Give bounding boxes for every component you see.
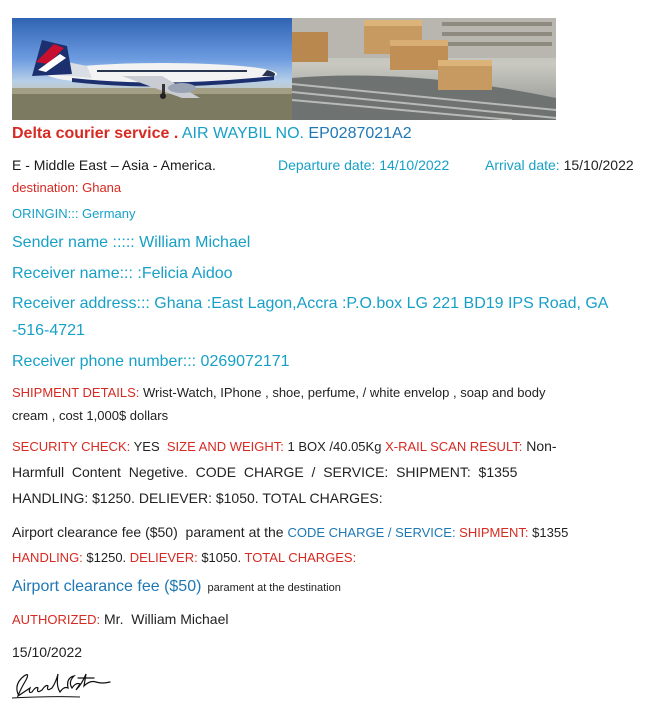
waybill-label: AIR WAYBIL NO.	[181, 125, 304, 142]
sender-name: Sender name ::::: William Michael	[12, 234, 251, 251]
company-name: Delta courier service .	[12, 125, 179, 142]
arrival-info	[485, 157, 634, 173]
security-value: YES	[130, 439, 167, 454]
code-charge-label: CODE CHARGE / SERVICE:	[287, 525, 456, 540]
deliever-value: $1050.	[197, 550, 245, 565]
authorized-name: Mr. William Michael	[100, 611, 229, 627]
clearance-fee-note: parament at the destination	[201, 582, 341, 594]
issue-date: 15/10/2022	[12, 644, 83, 660]
parcel-conveyor-photo	[292, 18, 556, 120]
origin: ORINGIN::: Germany	[12, 206, 136, 221]
arrival-label: Arrival date:	[485, 157, 560, 173]
waybill-title	[12, 125, 412, 143]
departure-date: 14/10/2022	[379, 157, 450, 173]
security-line3: HANDLING: $1250. DELIEVER: $1050. TOTAL CHARGES:	[12, 490, 383, 506]
clearance-text: Airport clearance fee ($50) parament at the	[12, 524, 288, 540]
authorized-label: AUTHORIZED:	[12, 612, 101, 627]
shipment-details-line2: cream , cost 1,000$ dollars	[12, 408, 169, 423]
shipment-label: SHIPMENT DETAILS:	[12, 385, 140, 400]
shipment-charge-label: SHIPMENT:	[455, 525, 529, 540]
handling-label: HANDLING:	[12, 550, 83, 565]
deliever-label: DELIEVER:	[129, 550, 198, 565]
header-banner	[12, 18, 556, 120]
size-weight-value: 1 BOX /40.05Kg	[283, 439, 386, 454]
shipment-items: Wrist-Watch, IPhone , shoe, perfume, / white envelop , soap and body	[139, 385, 546, 400]
receiver-name: Receiver name::: :Felicia Aidoo	[12, 265, 233, 282]
receiver-address-line1: Receiver address::: Ghana :East Lagon,Accra :P.O.box LG 221 BD19 IPS Road, GA	[12, 295, 609, 312]
shipment-charge-value: $1355	[528, 525, 569, 540]
shipment-details	[12, 385, 546, 400]
xrail-label: X-RAIL SCAN RESULT:	[385, 439, 523, 454]
size-weight-label: SIZE AND WEIGHT:	[166, 439, 284, 454]
charges-line	[12, 550, 356, 565]
authorized-line	[12, 611, 228, 629]
total-charges-label: TOTAL CHARGES:	[244, 550, 357, 565]
route-regions: E - Middle East – Asia - America.	[12, 157, 216, 173]
security-check	[12, 438, 557, 454]
handling-value: $1250.	[82, 550, 130, 565]
security-label: SECURITY CHECK:	[12, 439, 131, 454]
clearance-fee: Airport clearance fee ($50)	[12, 578, 202, 595]
airplane-photo	[12, 18, 292, 120]
receiver-phone: Receiver phone number::: 0269072171	[12, 353, 290, 370]
waybill-number: EP0287021A2	[308, 125, 412, 142]
departure-label: Departure date:	[278, 157, 376, 173]
destination: destination: Ghana	[12, 180, 122, 195]
receiver-address-line2: -516-4721	[12, 322, 85, 339]
clearance-fee-line	[12, 578, 341, 596]
arrival-date: 15/10/2022	[563, 157, 634, 173]
departure-info	[278, 157, 449, 173]
xrail-value: Non-	[522, 438, 557, 454]
clearance-line	[12, 524, 568, 542]
signature	[10, 666, 120, 704]
security-line2: Harmfull Content Negetive. CODE CHARGE / SERVICE: SHIPMENT: $1355	[12, 464, 518, 480]
